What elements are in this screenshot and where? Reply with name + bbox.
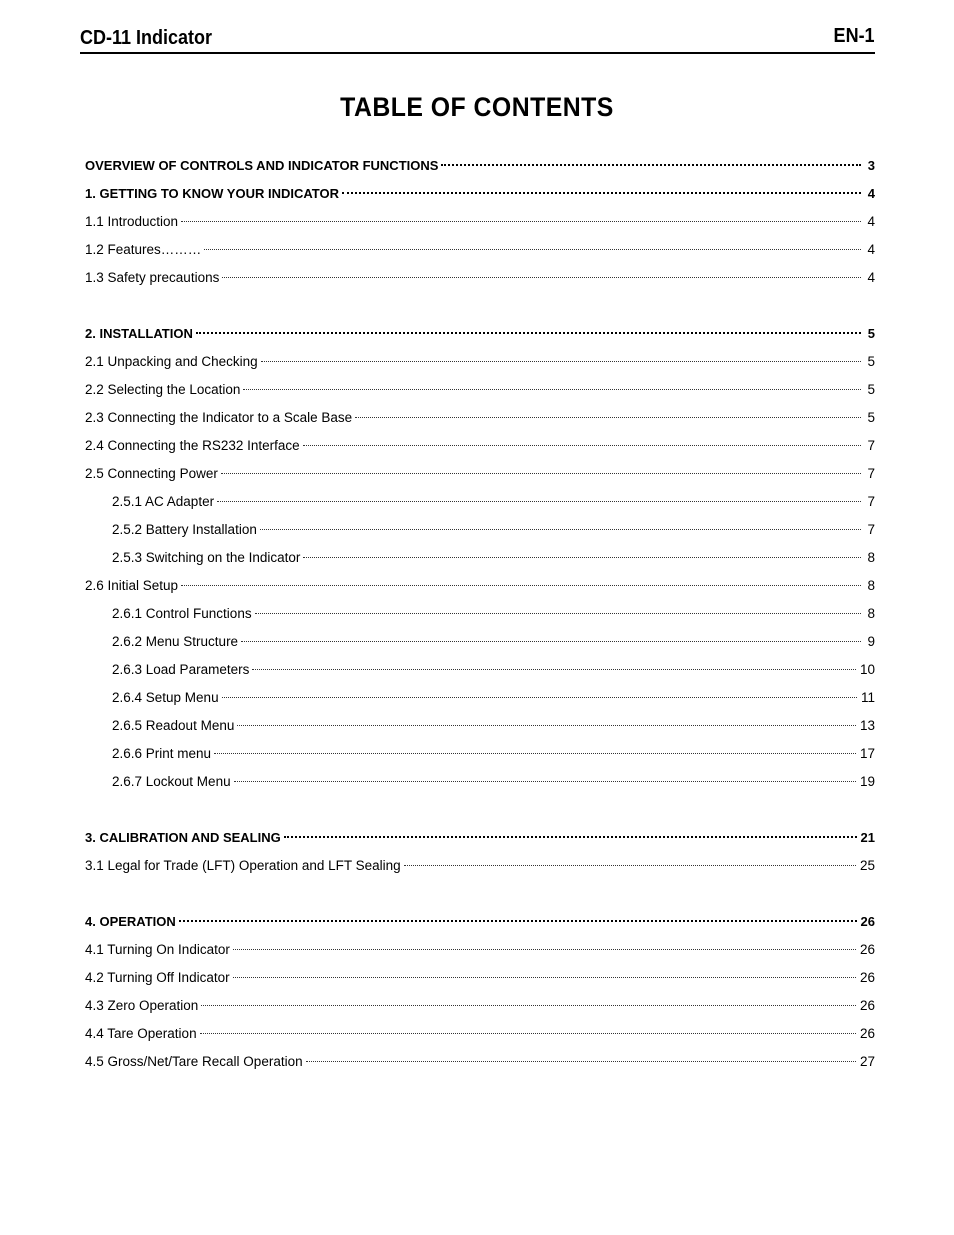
dot-leader (222, 688, 857, 698)
toc-entry-label: 2.6.4 Setup Menu (112, 690, 219, 705)
toc-entry[interactable] (85, 852, 875, 880)
toc-entry-page: 25 (859, 858, 875, 873)
toc-entry[interactable] (85, 236, 875, 264)
toc-entry[interactable] (85, 908, 875, 936)
dot-leader (181, 212, 861, 222)
toc-entry-page: 10 (859, 662, 875, 677)
dot-leader (196, 323, 861, 334)
toc-entry-page: 11 (860, 690, 875, 705)
toc-entry-page: 7 (867, 494, 875, 509)
toc-entry-page: 5 (867, 410, 875, 425)
toc-entry[interactable] (85, 656, 875, 684)
toc-entry-page: 8 (867, 578, 875, 593)
toc-entry-page: 13 (859, 718, 875, 733)
dot-leader (217, 492, 861, 502)
page-header (80, 24, 875, 54)
toc-entry-page: 4 (867, 242, 875, 257)
toc-entry-page: 7 (867, 522, 875, 537)
toc-entry[interactable] (85, 404, 875, 432)
dot-leader (261, 352, 861, 362)
toc-entry-label: 2.4 Connecting the RS232 Interface (85, 438, 300, 453)
toc-entry-page: 7 (867, 466, 875, 481)
toc-entry[interactable] (85, 600, 875, 628)
toc-entry-label: 2.6.5 Readout Menu (112, 718, 235, 733)
toc-entry[interactable] (85, 936, 875, 964)
toc-entry-page: 9 (867, 634, 875, 649)
toc-entry-page: 5 (867, 382, 875, 397)
dot-leader (222, 268, 861, 278)
dot-leader (204, 240, 861, 250)
toc-entry[interactable] (85, 348, 875, 376)
toc-entry-label: 4.2 Turning Off Indicator (85, 970, 230, 985)
toc-entry-page: 8 (867, 606, 875, 621)
toc-entry-label: 2.6.7 Lockout Menu (112, 774, 231, 789)
toc-entry-label: 4. OPERATION (85, 914, 176, 929)
toc-entry[interactable] (85, 376, 875, 404)
toc-entry-page: 4 (867, 214, 875, 229)
dot-leader (214, 744, 856, 754)
toc-entry[interactable] (85, 1048, 875, 1076)
toc-entry-label: 4.3 Zero Operation (85, 998, 199, 1013)
toc-entry-label: 2.5.2 Battery Installation (112, 522, 257, 537)
toc-entry-label: 1.3 Safety precautions (85, 270, 220, 285)
toc-heading: TABLE OF CONTENTS (340, 92, 614, 122)
dot-leader (355, 408, 861, 418)
dot-leader (303, 436, 861, 446)
toc-entry[interactable] (85, 544, 875, 572)
toc-entry[interactable] (85, 460, 875, 488)
dot-leader (201, 996, 856, 1006)
dot-leader (243, 380, 861, 390)
toc-entry[interactable] (85, 628, 875, 656)
toc-entry-label: 4.4 Tare Operation (85, 1026, 197, 1041)
toc-entry[interactable] (85, 712, 875, 740)
toc-entry-label: 4.1 Turning On Indicator (85, 942, 230, 957)
dot-leader (233, 940, 856, 950)
toc-entry-page: 4 (867, 186, 875, 201)
dot-leader (303, 548, 861, 558)
dot-leader (404, 856, 856, 866)
toc-entry-label: 2.6.2 Menu Structure (112, 634, 239, 649)
dot-leader (234, 772, 856, 782)
dot-leader (284, 827, 857, 838)
toc-entry-label: 3. CALIBRATION AND SEALING (85, 830, 281, 845)
toc-entry-label: 2.5.1 AC Adapter (112, 494, 215, 509)
toc-entry-label: OVERVIEW OF CONTROLS AND INDICATOR FUNCTIONS (85, 158, 439, 173)
toc-entry-page: 26 (859, 998, 875, 1013)
dot-leader (252, 660, 856, 670)
toc-entry-label: 2.5.3 Switching on the Indicator (112, 550, 301, 565)
toc-entry-page: 21 (860, 830, 875, 845)
toc-entry-label: 3.1 Legal for Trade (LFT) Operation and LFT Sealing (85, 858, 401, 873)
toc-entry[interactable] (85, 152, 875, 180)
toc-entry[interactable] (85, 768, 875, 796)
dot-leader (181, 576, 861, 586)
toc-entry-label: 2. INSTALLATION (85, 326, 193, 341)
toc-entry[interactable] (85, 740, 875, 768)
toc-entry-label: 1. GETTING TO KNOW YOUR INDICATOR (85, 186, 339, 201)
toc-entry-page: 8 (867, 550, 875, 565)
dot-leader (200, 1024, 856, 1034)
toc-entry-page: 17 (859, 746, 875, 761)
toc-entry-page: 7 (867, 438, 875, 453)
toc-entry-label: 4.5 Gross/Net/Tare Recall Operation (85, 1054, 303, 1069)
toc-entry[interactable] (85, 432, 875, 460)
dot-leader (221, 464, 861, 474)
document-title: CD-11 Indicator (80, 27, 213, 49)
toc-entry-page: 26 (859, 1026, 875, 1041)
toc-entry-page: 4 (867, 270, 875, 285)
toc-entry[interactable] (85, 1020, 875, 1048)
toc-entry-label: 2.3 Connecting the Indicator to a Scale Base (85, 410, 353, 425)
dot-leader (179, 911, 857, 922)
toc-entry-page: 5 (867, 326, 875, 341)
toc-entry-label: 2.6.3 Load Parameters (112, 662, 250, 677)
dot-leader (237, 716, 856, 726)
toc-entry-label: 2.6 Initial Setup (85, 578, 179, 593)
toc-entry-page: 27 (859, 1054, 875, 1069)
dot-leader (306, 1052, 856, 1062)
toc-entry-label: 1.1 Introduction (85, 214, 179, 229)
toc-entry[interactable] (85, 208, 875, 236)
toc-entry-page: 3 (867, 158, 875, 173)
toc-entry-page: 26 (859, 970, 875, 985)
toc-entry-page: 5 (867, 354, 875, 369)
dot-leader (342, 183, 861, 194)
toc-entry-label: 2.1 Unpacking and Checking (85, 354, 258, 369)
toc-entry[interactable] (85, 964, 875, 992)
dot-leader (260, 520, 861, 530)
toc-entry-label: 2.6.6 Print menu (112, 746, 212, 761)
page-number: EN-1 (833, 25, 875, 47)
dot-leader (255, 604, 861, 614)
toc-entry-label: 1.2 Features……… (85, 242, 202, 257)
toc-entry[interactable] (85, 572, 875, 600)
toc-entry[interactable] (85, 180, 875, 208)
toc-entry[interactable] (85, 264, 875, 292)
toc-entry[interactable] (85, 320, 875, 348)
toc-entry-page: 19 (859, 774, 875, 789)
toc-entry[interactable] (85, 516, 875, 544)
toc-entry[interactable] (85, 684, 875, 712)
toc-entry[interactable] (85, 488, 875, 516)
dot-leader (441, 155, 861, 166)
toc-entry[interactable] (85, 992, 875, 1020)
toc-entry[interactable] (85, 824, 875, 852)
table-of-contents (85, 152, 875, 1076)
dot-leader (233, 968, 856, 978)
toc-entry-label: 2.6.1 Control Functions (112, 606, 252, 621)
toc-entry-label: 2.2 Selecting the Location (85, 382, 241, 397)
toc-entry-page: 26 (860, 914, 875, 929)
toc-entry-page: 26 (859, 942, 875, 957)
dot-leader (241, 632, 861, 642)
toc-entry-label: 2.5 Connecting Power (85, 466, 218, 481)
